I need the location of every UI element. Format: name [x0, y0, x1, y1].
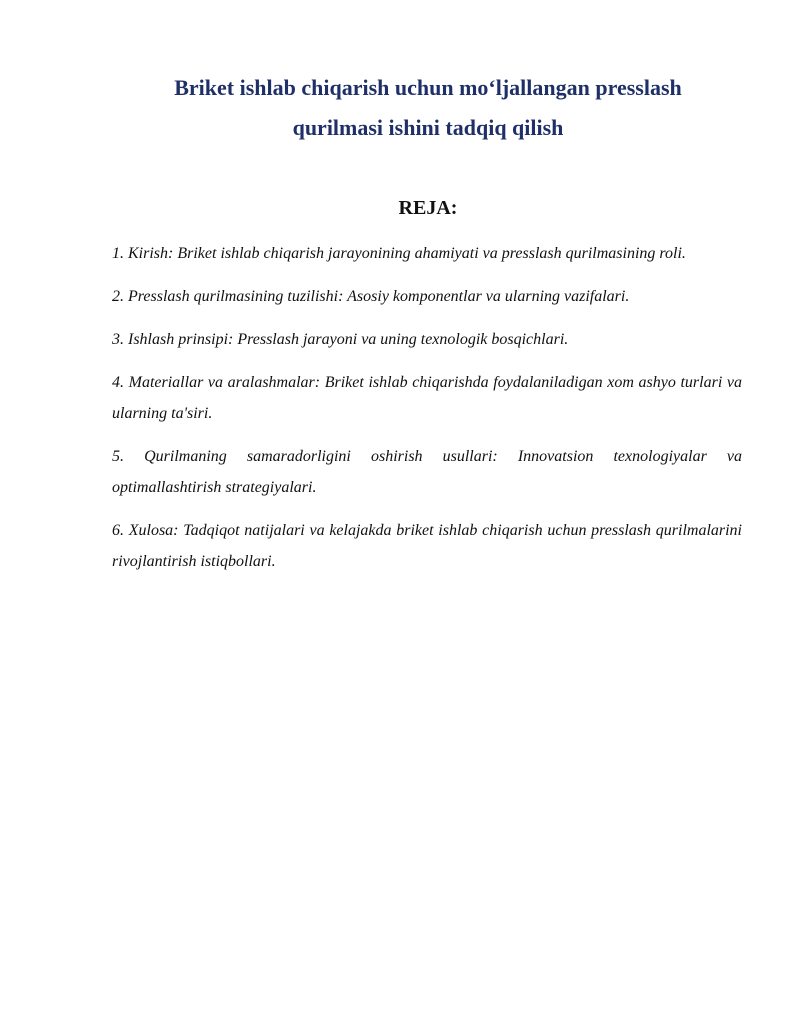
- plan-heading: REJA:: [398, 197, 458, 219]
- plan-item-1: 1. Kirish: Briket ishlab chiqarish jarayonining ahamiyati va presslash qurilmasining roli.: [112, 245, 686, 262]
- plan-item-3: 3. Ishlash prinsipi: Presslash jarayoni va uning texnologik bosqichlari.: [112, 331, 569, 348]
- plan-list: [112, 238, 742, 589]
- plan-item-2: 2. Presslash qurilmasining tuzilishi: Asosiy komponentlar va ularning vazifalari.: [112, 288, 630, 305]
- title-line-2: qurilmasi ishini tadqiq qilish: [292, 115, 564, 140]
- document-title: [112, 68, 744, 148]
- plan-item-6: 6. Xulosa: Tadqiqot natijalari va kelajakda briket ishlab chiqarish uchun presslash qurilmalarini rivojlantirish istiqbollari.: [112, 522, 742, 570]
- title-line-1: Briket ishlab chiqarish uchun mo‘ljallangan presslash: [174, 75, 682, 100]
- plan-item-5: 5. Qurilmaning samaradorligini oshirish usullari: Innovatsion texnologiyalar va optimallashtirish strategiyalari.: [112, 448, 742, 496]
- plan-item-4: 4. Materiallar va aralashmalar: Briket ishlab chiqarishda foydalaniladigan xom ashyo turlari va ularning ta'siri.: [112, 374, 742, 422]
